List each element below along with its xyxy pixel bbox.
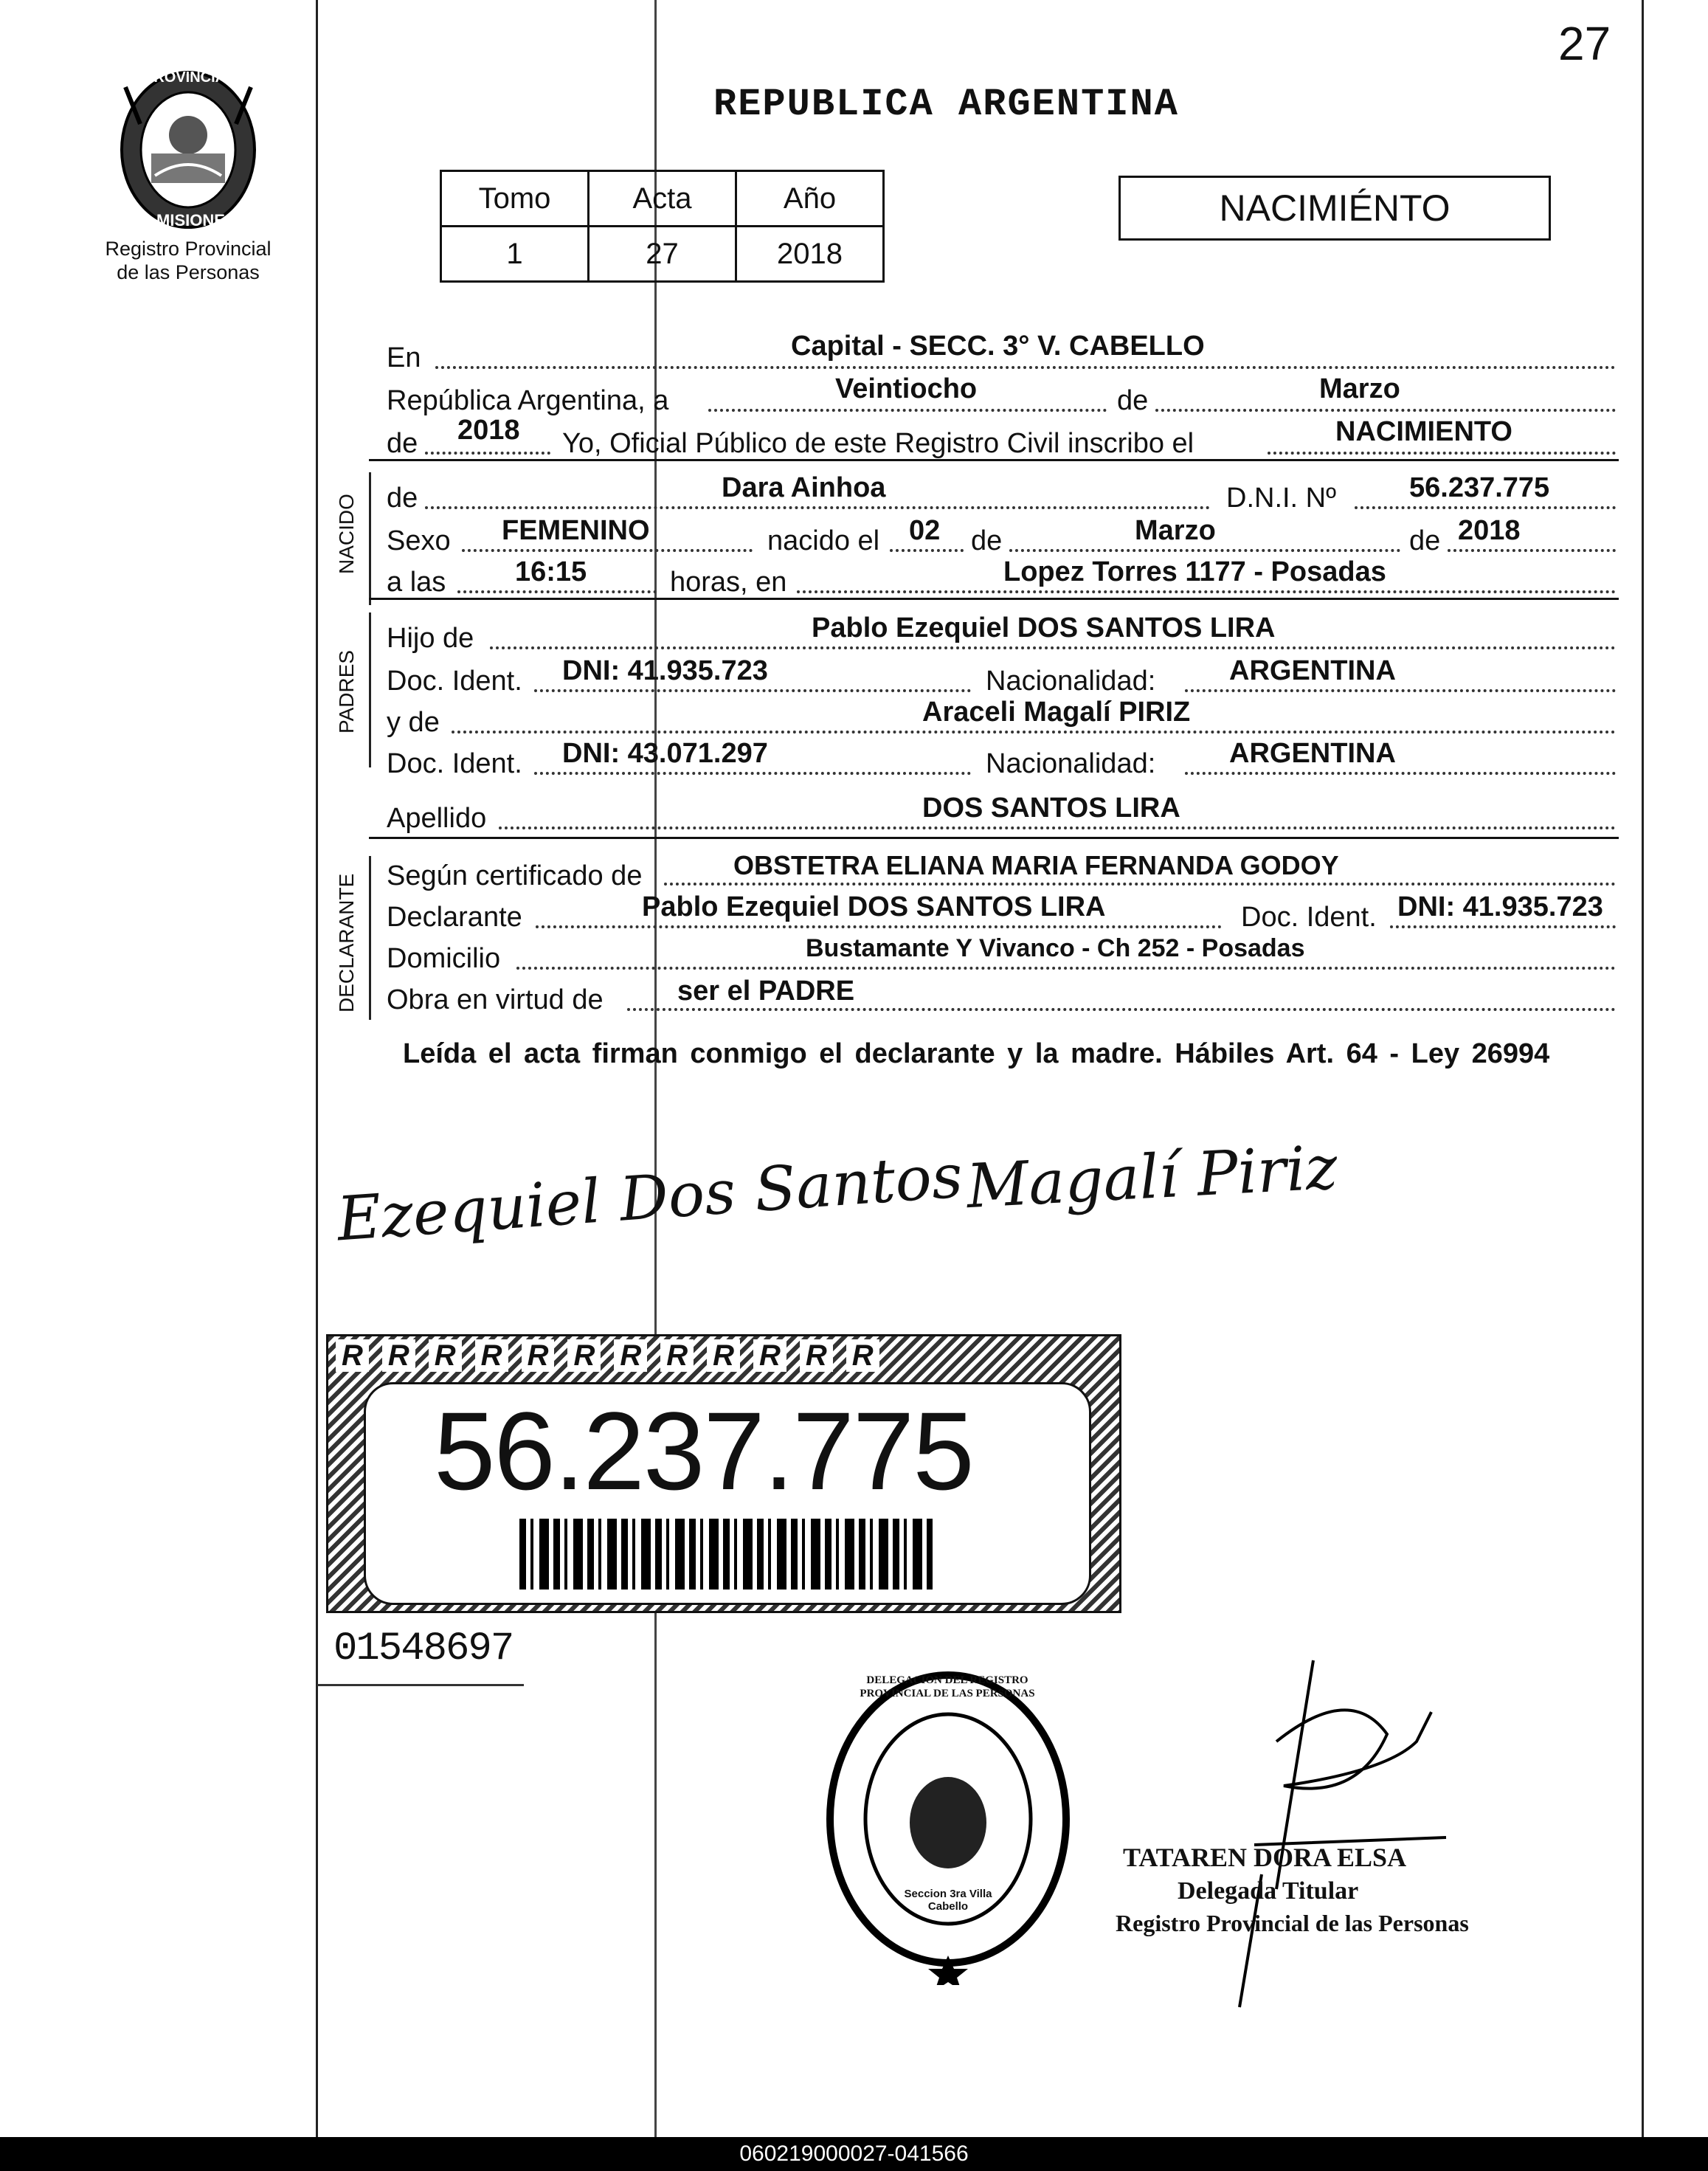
value-birth-day: 02 xyxy=(909,515,941,546)
stamp-seal-icon xyxy=(819,1668,1077,1985)
dots-birth-month xyxy=(1009,549,1400,552)
label-dni: D.N.I. Nº xyxy=(1226,483,1336,514)
page-number: 27 xyxy=(1558,17,1611,70)
value-father-nac: ARGENTINA xyxy=(1229,655,1396,686)
pattern-letter: R xyxy=(475,1339,508,1372)
dots-mother-nac xyxy=(1185,772,1616,775)
value-mother-doc: DNI: 43.071.297 xyxy=(562,738,768,769)
id-label-panel xyxy=(364,1382,1091,1605)
dots-birth-day xyxy=(890,549,964,552)
mother-signature: Magalí Piriz xyxy=(964,1132,1339,1223)
label-obra: Obra en virtud de xyxy=(387,984,604,1015)
pattern-letter: R xyxy=(660,1339,694,1372)
dots-name xyxy=(425,506,1210,509)
dots-mother xyxy=(452,731,1616,734)
label-father-nac: Nacionalidad: xyxy=(986,666,1156,697)
section-rule-2 xyxy=(369,598,1619,600)
label-yo-oficial: Yo, Oficial Público de este Registro Civil inscribo el xyxy=(562,428,1194,459)
dots-father-doc xyxy=(534,689,971,692)
serial-underline xyxy=(317,1684,524,1686)
value-father-doc: DNI: 41.935.723 xyxy=(562,655,768,686)
value-decl-doc: DNI: 41.935.723 xyxy=(1397,891,1603,922)
act-type: NACIMIÉNTO xyxy=(1219,187,1451,229)
label-de-year: de xyxy=(387,428,418,459)
value-obra: ser el PADRE xyxy=(677,976,855,1007)
pattern-letter: R xyxy=(753,1339,786,1372)
dots-father-nac xyxy=(1185,689,1616,692)
act-type-box xyxy=(1119,176,1551,241)
label-nacido-de: de xyxy=(387,483,418,514)
dots-declarante xyxy=(536,925,1222,928)
pattern-letter: R xyxy=(567,1339,601,1372)
value-apellido: DOS SANTOS LIRA xyxy=(922,793,1180,824)
label-domicilio: Domicilio xyxy=(387,943,501,974)
crest-icon xyxy=(111,65,266,235)
value-domicilio: Bustamante Y Vivanco - Ch 252 - Posadas xyxy=(806,934,1305,962)
label-birth-de: de xyxy=(971,525,1003,556)
label-alas: a las xyxy=(387,567,446,598)
footer-code: 060219000027-041566 xyxy=(0,2137,1708,2171)
id-label xyxy=(326,1334,1121,1613)
province-crest xyxy=(111,65,266,235)
value-year: 2018 xyxy=(457,415,520,446)
value-birth-year: 2018 xyxy=(1458,515,1521,546)
dots-birth-year xyxy=(1448,549,1616,552)
stamp-ring-text: DELEGACION DEL REGISTRO PROVINCIAL DE LAS PERSONAS xyxy=(860,1674,1035,1699)
crest-caption-2: de las Personas xyxy=(117,261,260,283)
label-cert: Según certificado de xyxy=(387,860,643,891)
value-sexo: FEMENINO xyxy=(502,515,650,546)
label-mother-nac: Nacionalidad: xyxy=(986,748,1156,779)
label-mother-doc: Doc. Ident. xyxy=(387,748,522,779)
pattern-letter: R xyxy=(846,1339,879,1372)
pattern-letter: R xyxy=(382,1339,415,1372)
value-birth-place: Lopez Torres 1177 - Posadas xyxy=(1003,556,1386,587)
value-tomo: 1 xyxy=(441,227,589,282)
section-rule-1 xyxy=(369,459,1619,461)
id-pattern-row xyxy=(336,1339,1110,1372)
section-declarante: DECLARANTE xyxy=(335,873,358,1012)
value-place: Capital - SECC. 3° V. CABELLO xyxy=(791,331,1205,362)
official-name: TATAREN DORA ELSA xyxy=(1123,1843,1407,1872)
dots-act xyxy=(1268,452,1616,455)
value-father: Pablo Ezequiel DOS SANTOS LIRA xyxy=(812,612,1276,643)
label-father-doc: Doc. Ident. xyxy=(387,666,522,697)
official-title: Delegada Titular xyxy=(1178,1877,1359,1905)
crest-ring-bottom: MISIONES xyxy=(156,211,236,229)
section-nacido: NACIDO xyxy=(335,494,358,574)
value-cert: OBSTETRA ELIANA MARIA FERNANDA GODOY xyxy=(733,850,1339,880)
label-sexo: Sexo xyxy=(387,525,451,556)
pattern-letter: R xyxy=(522,1339,555,1372)
pattern-letter: R xyxy=(336,1339,369,1372)
label-decl-doc: Doc. Ident. xyxy=(1241,902,1377,933)
pattern-letter: R xyxy=(800,1339,833,1372)
dots-dni xyxy=(1355,506,1616,509)
pattern-letter: R xyxy=(429,1339,462,1372)
label-birth-de2: de xyxy=(1409,525,1441,556)
closing-text: Leída el acta firman conmigo el declarante y la madre. Hábiles Art. 64 - Ley 26994 xyxy=(403,1038,1550,1069)
crest-ring-top: PROVINCIA DE xyxy=(144,69,250,86)
dots-month xyxy=(1155,409,1616,412)
dots-sexo xyxy=(462,549,753,552)
dots-obra xyxy=(627,1008,1616,1011)
official-stamp xyxy=(819,1668,1077,1985)
country-title: REPUBLICA ARGENTINA xyxy=(713,83,1179,126)
official-office: Registro Provincial de las Personas xyxy=(1116,1910,1469,1936)
value-birth-month: Marzo xyxy=(1135,515,1216,546)
id-barcode xyxy=(519,1519,933,1590)
label-en: En xyxy=(387,342,421,373)
value-month: Marzo xyxy=(1319,373,1400,404)
dots-apellido xyxy=(499,826,1616,829)
label-de-month: de xyxy=(1117,385,1149,416)
bracket-nacido xyxy=(369,472,371,605)
value-mother: Araceli Magalí PIRIZ xyxy=(922,697,1191,728)
bracket-padres xyxy=(369,612,371,767)
left-margin-line xyxy=(316,0,318,2137)
bracket-declarante xyxy=(369,856,371,1020)
label-y-de: y de xyxy=(387,707,440,738)
dots-domicilio xyxy=(516,967,1616,970)
stamp-inner-text: Seccion 3ra Villa Cabello xyxy=(904,1888,992,1913)
dots-day xyxy=(708,409,1107,412)
value-act: NACIMIENTO xyxy=(1335,416,1512,447)
value-dni: 56.237.775 xyxy=(1409,472,1550,503)
value-declarante: Pablo Ezequiel DOS SANTOS LIRA xyxy=(642,891,1106,922)
book-table xyxy=(440,170,885,283)
right-margin-line xyxy=(1642,0,1644,2137)
pattern-letter: R xyxy=(614,1339,647,1372)
pattern-letter: R xyxy=(707,1339,740,1372)
dots-father xyxy=(490,646,1616,649)
header-acta: Acta xyxy=(589,171,736,227)
label-republica: República Argentina, a xyxy=(387,385,669,416)
dots-en xyxy=(435,366,1616,369)
value-time: 16:15 xyxy=(515,556,587,587)
value-ano: 2018 xyxy=(736,227,884,282)
label-apellido: Apellido xyxy=(387,803,487,834)
dots-cert xyxy=(664,883,1616,886)
crest-caption-1: Registro Provincial xyxy=(105,238,272,260)
value-day: Veintiocho xyxy=(835,373,978,404)
dots-birth-place xyxy=(797,590,1616,593)
label-declarante: Declarante xyxy=(387,902,522,933)
father-signature: Ezequiel Dos Santos xyxy=(334,1141,965,1255)
dots-year xyxy=(425,452,550,455)
section-rule-3 xyxy=(369,837,1619,839)
dots-time xyxy=(457,590,657,593)
label-nacido-el: nacido el xyxy=(767,525,880,556)
value-name: Dara Ainhoa xyxy=(722,472,886,503)
dots-mother-doc xyxy=(534,772,971,775)
value-acta: 27 xyxy=(589,227,736,282)
label-hijo-de: Hijo de xyxy=(387,623,474,654)
value-mother-nac: ARGENTINA xyxy=(1229,738,1396,769)
serial-number: 01548697 xyxy=(333,1626,514,1671)
header-ano: Año xyxy=(736,171,884,227)
dots-decl-doc xyxy=(1390,925,1616,928)
section-padres: PADRES xyxy=(335,649,358,734)
header-tomo: Tomo xyxy=(441,171,589,227)
label-horas: horas, en xyxy=(670,567,787,598)
id-number: 56.237.775 xyxy=(434,1389,973,1513)
